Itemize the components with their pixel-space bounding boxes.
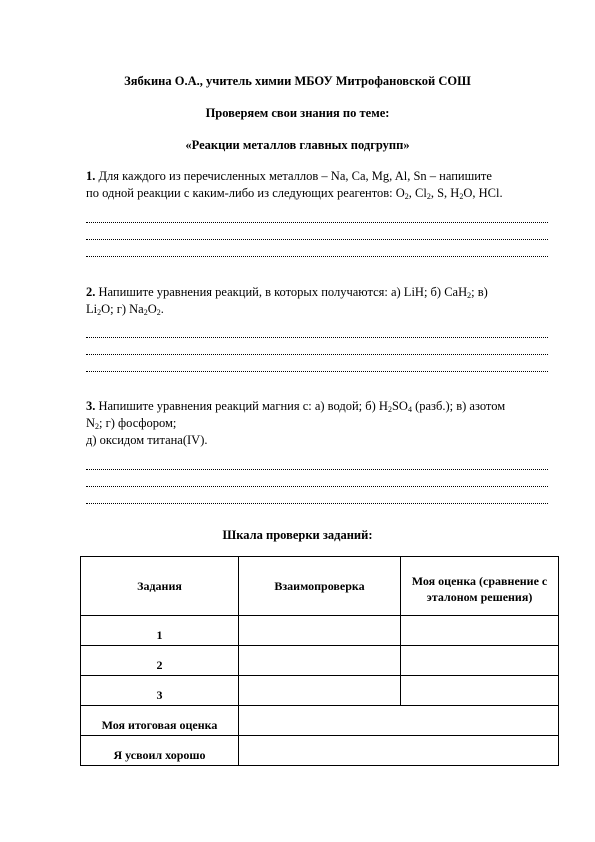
- question-text: N: [86, 416, 96, 430]
- answer-line[interactable]: [86, 502, 548, 504]
- subscript: 2: [459, 192, 464, 201]
- question-text: Li: [86, 302, 98, 316]
- task-number: 3: [81, 676, 239, 706]
- question-number: 3.: [86, 399, 96, 413]
- question-text: O; г) Na: [101, 302, 144, 316]
- question-1: [86, 168, 546, 202]
- my-grade-cell[interactable]: [401, 646, 559, 676]
- header-peer-review: Взаимопроверка: [239, 557, 401, 616]
- answer-line[interactable]: [86, 255, 548, 257]
- topic-title: «Реакции металлов главных подгрупп»: [185, 138, 410, 152]
- peer-review-cell[interactable]: [239, 676, 401, 706]
- answer-line[interactable]: [86, 468, 548, 470]
- final-grade-cell[interactable]: [239, 706, 559, 736]
- question-2: [86, 284, 546, 318]
- subscript: 2: [95, 422, 100, 431]
- question-text: по одной реакции с каким-либо из следующих реагентов: O: [86, 186, 405, 200]
- question-text: ; г) фосфором;: [99, 416, 177, 430]
- question-text: O: [147, 302, 157, 316]
- table-row: [81, 616, 559, 646]
- question-number: 1.: [86, 169, 96, 183]
- subscript: 2: [97, 308, 102, 317]
- question-text: , S, H: [430, 186, 460, 200]
- question-text: O, HCl.: [463, 186, 503, 200]
- answer-line[interactable]: [86, 370, 548, 372]
- subscript: 2: [387, 405, 392, 414]
- scale-title: Шкала проверки заданий:: [222, 528, 373, 542]
- answer-line[interactable]: [86, 238, 548, 240]
- question-3: [86, 398, 546, 449]
- my-grade-cell[interactable]: [401, 676, 559, 706]
- question-text: ; в): [471, 285, 488, 299]
- score-table: [80, 556, 559, 766]
- subscript: 2: [404, 192, 409, 201]
- question-text: (разб.); в) азотом: [411, 399, 506, 413]
- question-text: Для каждого из перечисленных металлов – Na, Ca, Mg, Al, Sn – напишите: [98, 169, 492, 183]
- author-line: Зябкина О.А., учитель химии МБОУ Митрофановской СОШ: [124, 74, 471, 88]
- question-text: д) оксидом титана(IV).: [86, 433, 208, 447]
- header-tasks: Задания: [81, 557, 239, 616]
- table-header-row: [81, 557, 559, 616]
- subscript: 2: [426, 192, 431, 201]
- question-number: 2.: [86, 285, 96, 299]
- learned-well-cell[interactable]: [239, 736, 559, 766]
- check-title: Проверяем свои знания по теме:: [205, 106, 390, 120]
- my-grade-cell[interactable]: [401, 616, 559, 646]
- subscript: 2: [143, 308, 148, 317]
- subscript: 4: [407, 405, 412, 414]
- peer-review-cell[interactable]: [239, 616, 401, 646]
- answer-line[interactable]: [86, 336, 548, 338]
- subscript: 2: [467, 291, 472, 300]
- question-text: , Cl: [408, 186, 427, 200]
- question-text: Напишите уравнения реакций, в которых получаются: а) LiH; б) CaH: [98, 285, 468, 299]
- table-row: [81, 676, 559, 706]
- answer-line[interactable]: [86, 485, 548, 487]
- answer-line[interactable]: [86, 353, 548, 355]
- peer-review-cell[interactable]: [239, 646, 401, 676]
- answer-line[interactable]: [86, 221, 548, 223]
- final-grade-label: Моя итоговая оценка: [81, 706, 239, 736]
- table-row: [81, 706, 559, 736]
- question-text: SO: [391, 399, 408, 413]
- question-text: Напишите уравнения реакций магния с: а) водой; б) H: [98, 399, 388, 413]
- subscript: 2: [156, 308, 161, 317]
- header-my-grade: Моя оценка (сравнение с эталоном решения): [401, 557, 559, 616]
- table-row: [81, 646, 559, 676]
- table-row: [81, 736, 559, 766]
- task-number: 2: [81, 646, 239, 676]
- learned-well-label: Я усвоил хорошо: [81, 736, 239, 766]
- question-text: .: [160, 302, 164, 316]
- task-number: 1: [81, 616, 239, 646]
